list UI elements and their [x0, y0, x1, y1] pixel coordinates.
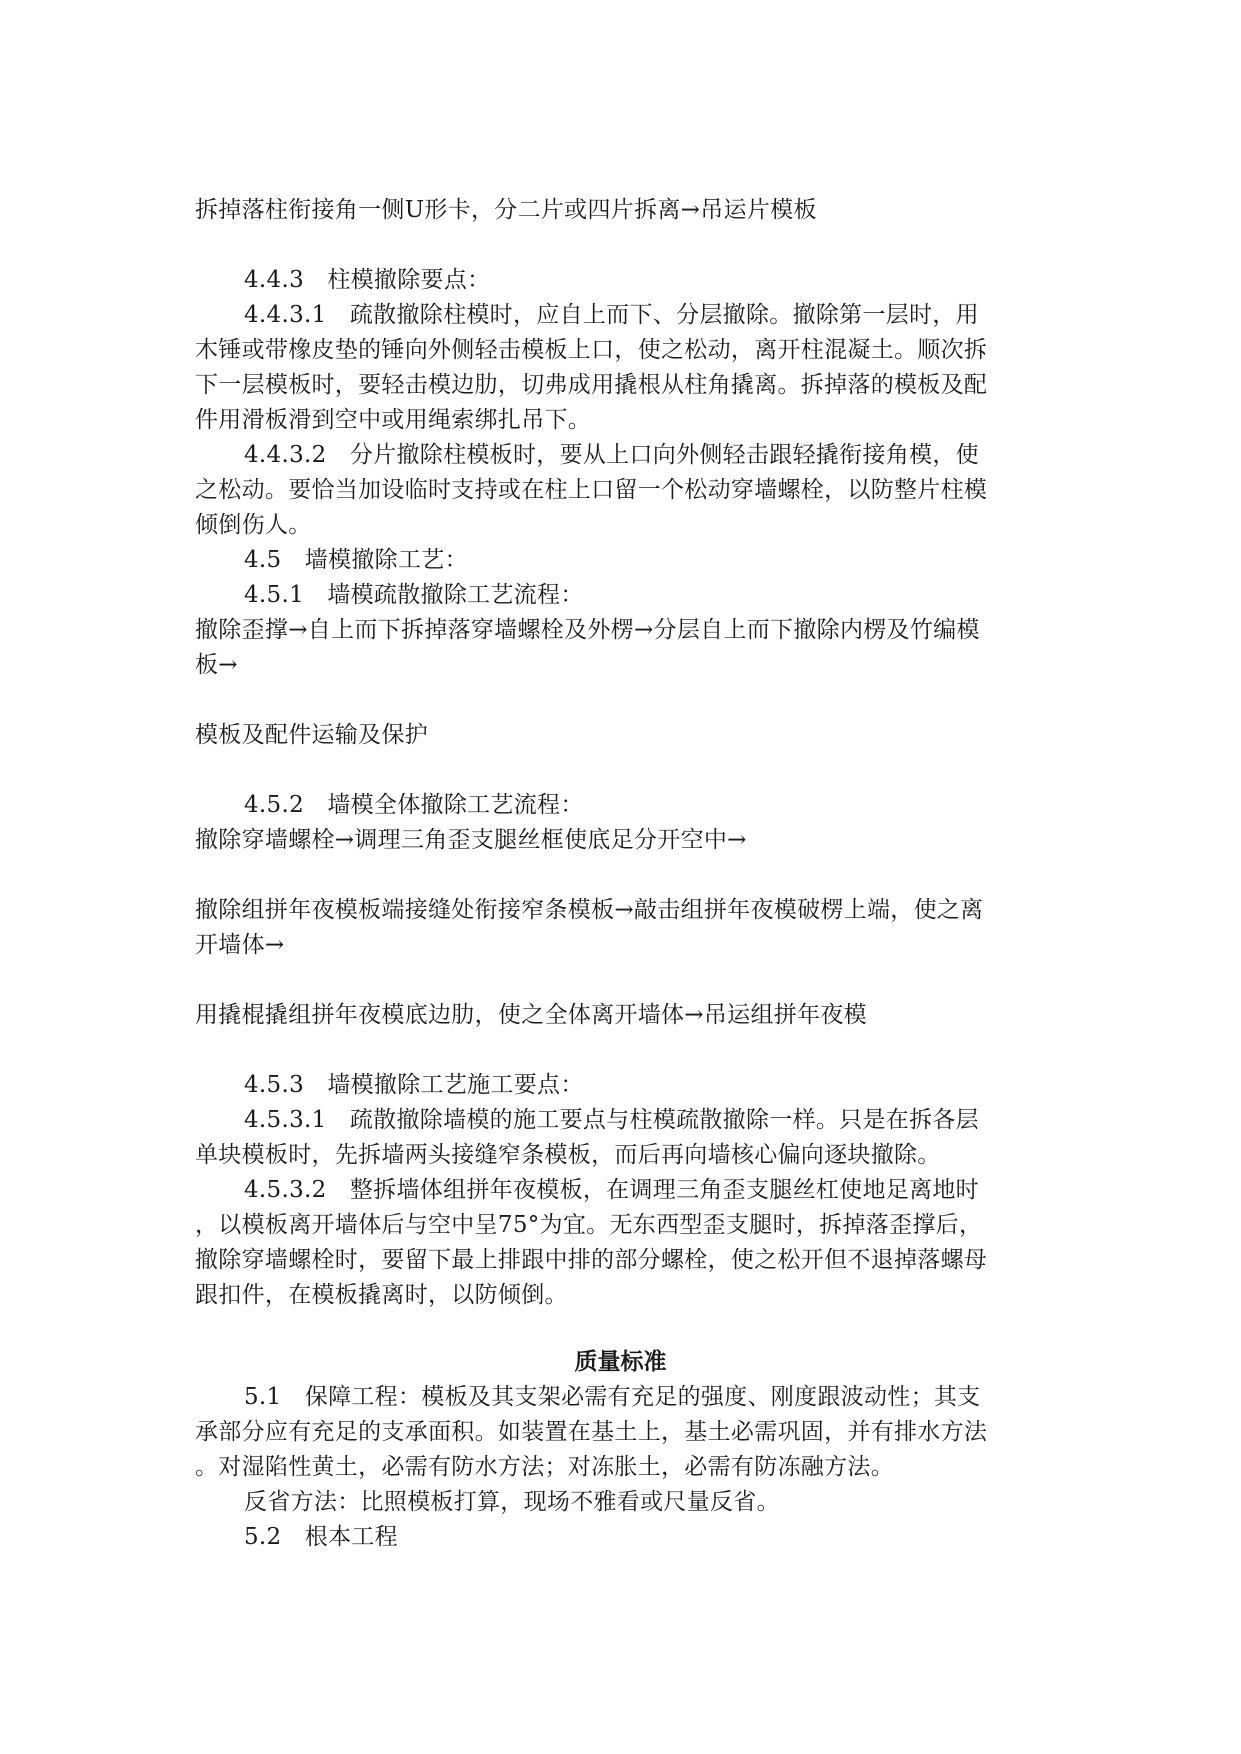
- text-line: 承部分应有充足的支承面积。如装置在基土上，基土必需巩固，并有排水方法: [195, 1419, 988, 1445]
- text-line: 4.5.3.1 疏散撤除墙模的施工要点与柱模疏散撤除一样。只是在拆各层: [244, 1107, 979, 1133]
- text-line: ，以模板离开墙体后与空中呈75°为宜。无东西型歪支腿时，拆掉落歪撑后，: [195, 1212, 983, 1238]
- text-line: 件用滑板滑到空中或用绳索绑扎吊下。: [195, 407, 592, 433]
- section-heading-5-2: 5.2 根本工程: [244, 1524, 398, 1550]
- text-line: 模板及配件运输及保护: [195, 722, 428, 748]
- text-line: 反省方法：比照模板打算，现场不雅看或尺量反省。: [244, 1489, 780, 1515]
- text-line: 4.4.3.2 分片撤除柱模板时，要从上口向外侧轻击跟轻撬衔接角模，使: [244, 442, 979, 468]
- text-line: 倾倒伤人。: [195, 512, 312, 538]
- text-line: 撤除歪撑→自上而下拆掉落穿墙螺栓及外楞→分层自上而下撤除内楞及竹编模: [195, 617, 980, 643]
- text-line: 用撬棍撬组拼年夜模底边肋，使之全体离开墙体→吊运组拼年夜模: [195, 1002, 867, 1028]
- text-line: 4.5.3.2 整拆墙体组拼年夜模板，在调理三角歪支腿丝杠使地足离地时: [244, 1177, 979, 1203]
- text-line: 撤除穿墙螺栓→调理三角歪支腿丝框使底足分开空中→: [195, 827, 747, 853]
- text-line: 撤除穿墙螺栓时，要留下最上排跟中排的部分螺栓，使之松开但不退掉落螺母: [195, 1247, 988, 1273]
- text-line: 板→: [195, 652, 238, 678]
- text-line: 下一层模板时，要轻击模边肋，切弗成用撬根从柱角撬离。拆掉落的模板及配: [195, 372, 988, 398]
- section-title-quality-standard: 质量标准: [574, 1349, 667, 1375]
- text-line: 单块模板时，先拆墙两头接缝窄条模板，而后再向墙核心偏向逐块撤除。: [195, 1142, 941, 1168]
- text-line: 木锤或带橡皮垫的锤向外侧轻击模板上口，使之松动，离开柱混凝土。顺次拆: [195, 337, 988, 363]
- section-heading-4-5: 4.5 墙模撤除工艺：: [244, 547, 468, 573]
- section-heading-4-4-3: 4.4.3 柱模撤除要点：: [244, 267, 491, 293]
- text-line: 4.4.3.1 疏散撤除柱模时，应自上而下、分层撤除。撤除第一层时，用: [244, 302, 979, 328]
- text-line: 拆掉落柱衔接角一侧U形卡，分二片或四片拆离→吊运片模板: [195, 197, 817, 223]
- text-line: 。对湿陷性黄土，必需有防水方法；对冻胀土，必需有防冻融方法。: [195, 1454, 894, 1480]
- text-line: 撤除组拼年夜模板端接缝处衔接窄条模板→敲击组拼年夜模破楞上端，使之离: [195, 897, 984, 923]
- text-line: 跟扣件，在模板撬离时，以防倾倒。: [195, 1282, 568, 1308]
- section-heading-4-5-1: 4.5.1 墙模疏散撤除工艺流程：: [244, 582, 584, 608]
- text-line: 开墙体→: [195, 932, 285, 958]
- section-heading-4-5-3: 4.5.3 墙模撤除工艺施工要点：: [244, 1072, 584, 1098]
- text-line: 5.1 保障工程：模板及其支架必需有充足的强度、刚度跟波动性；其支: [244, 1384, 981, 1410]
- text-line: 之松动。要恰当加设临时支持或在柱上口留一个松动穿墙螺栓，以防整片柱模: [195, 477, 988, 503]
- section-heading-4-5-2: 4.5.2 墙模全体撤除工艺流程：: [244, 792, 584, 818]
